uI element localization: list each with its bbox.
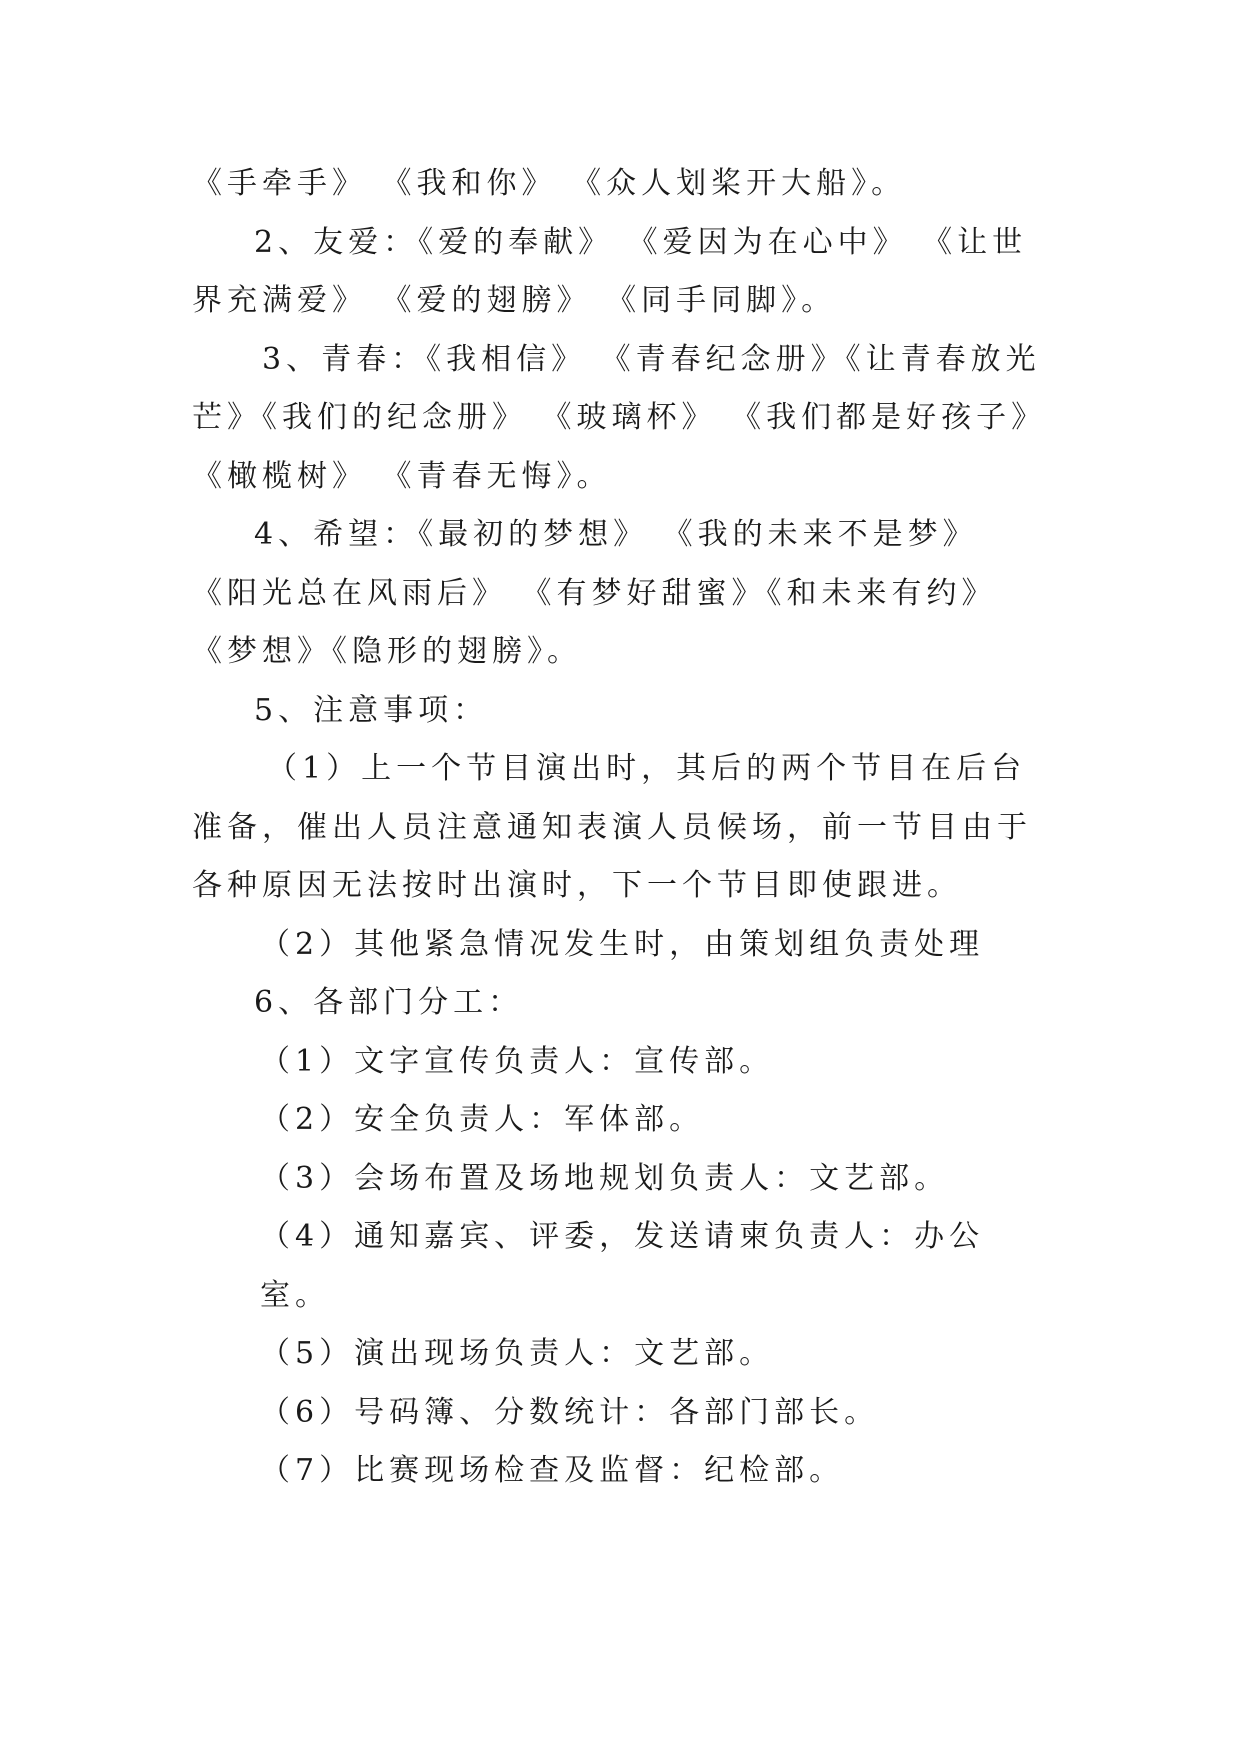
labor-item-4: （4）通知嘉宾、评委，发送请柬负责人：办公室。	[260, 1219, 985, 1313]
notes-item-1: （1）上一个节目演出时，其后的两个节目在后台准备，催出人员注意通知表演人员候场，前一节目由于各种原因无法按时出演时，下一个节目即使跟进。	[192, 751, 1032, 903]
labor-item-3: （3）会场布置及场地规划负责人：文艺部。	[260, 1160, 950, 1196]
document-body	[192, 155, 1052, 1501]
labor-item-6: （6）号码簿、分数统计：各部门部长。	[260, 1394, 880, 1430]
labor-item-7: （7）比赛现场检查及监督：纪检部。	[260, 1453, 845, 1488]
notes-item-2: （2）其他紧急情况发生时，由策划组负责处理	[260, 926, 985, 962]
labor-item-2: （2）安全负责人：军体部。	[260, 1102, 705, 1137]
song-list-continuation: 《手牵手》 《我和你》 《众人划桨开大船》。	[192, 166, 907, 201]
youth-song-list: 3、青春：《我相信》 《青春纪念册》《让青春放光芒》《我们的纪念册》 《玻璃杯》 《我们都是好孩子》 《橄榄树》 《青春无悔》。	[192, 341, 1047, 494]
labor-item-1: （1）文字宣传负责人：宣传部。	[260, 1043, 775, 1079]
hope-song-list: 4、希望：《最初的梦想》 《我的未来不是梦》 《阳光总在风雨后》 《有梦好甜蜜》《和未来有约》 《梦想》《隐形的翅膀》。	[192, 517, 997, 669]
notes-heading: 5、注意事项：	[254, 692, 489, 728]
division-of-labor-heading: 6、各部门分工：	[254, 985, 524, 1020]
friendship-song-list: 2、友爱：《爱的奉献》 《爱因为在心中》 《让世界充满爱》 《爱的翅膀》 《同手同脚》。	[192, 224, 1028, 318]
labor-item-5: （5）演出现场负责人：文艺部。	[260, 1336, 775, 1371]
